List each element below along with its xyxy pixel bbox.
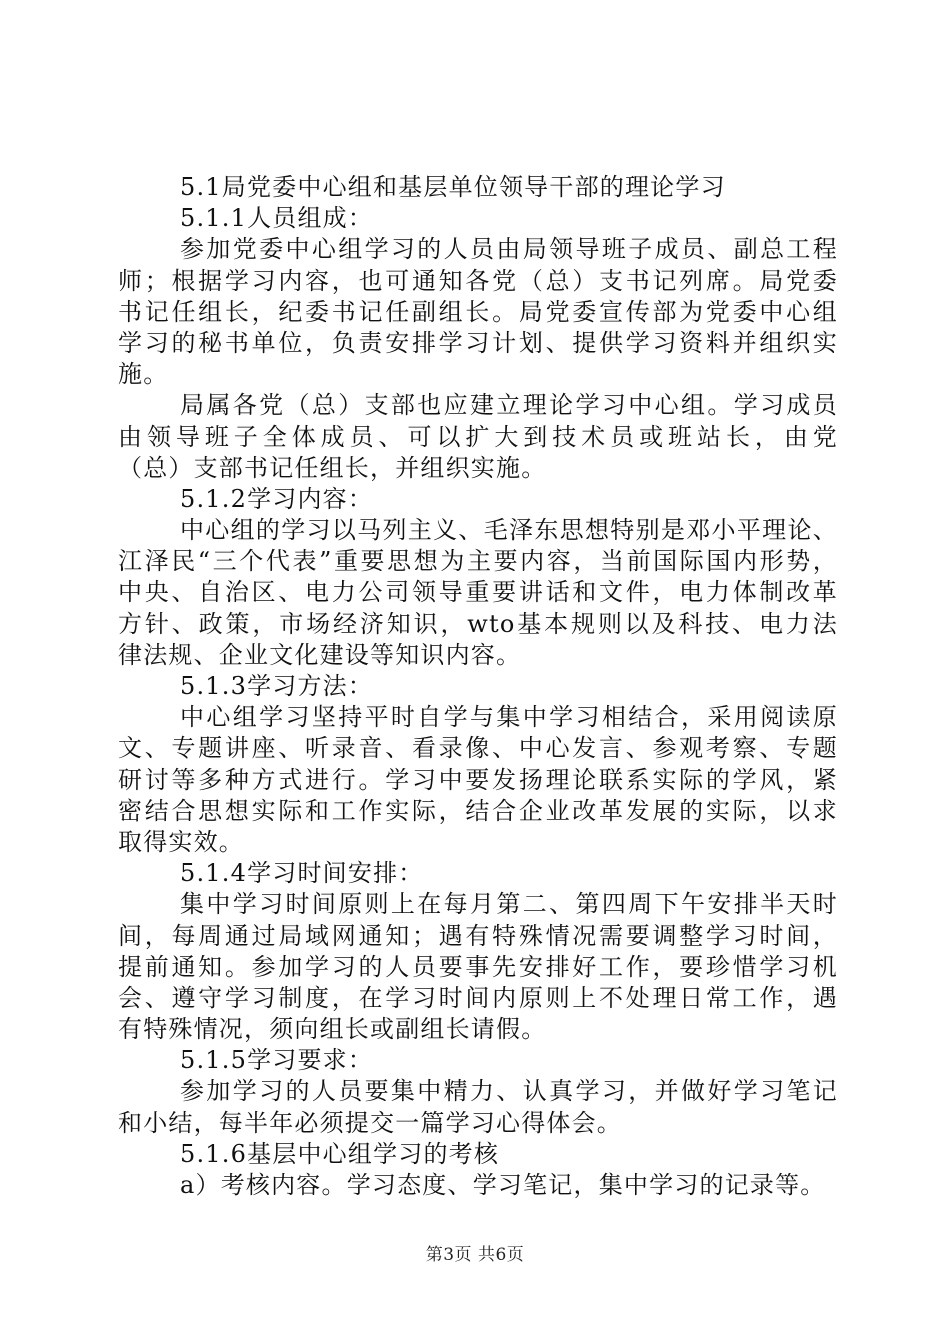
paragraph-line: 研讨等多种方式进行。学习中要发扬理论联系实际的学风，紧: [118, 765, 838, 794]
paragraph-line: 间，每周通过局域网通知；遇有特殊情况需要调整学习时间，: [118, 921, 838, 950]
document-body: [118, 172, 838, 1201]
subheading-5-1-4: 5.1.4学习时间安排：: [180, 859, 424, 888]
paragraph-line: 会、遵守学习制度，在学习时间内原则上不处理日常工作，遇: [118, 983, 838, 1012]
paragraph-line: 方针、政策，市场经济知识，wto基本规则以及科技、电力法: [118, 609, 838, 638]
paragraph-line: 参加党委中心组学习的人员由局领导班子成员、副总工程: [180, 235, 838, 264]
paragraph-line: 由领导班子全体成员、可以扩大到技术员或班站长，由党: [118, 422, 838, 451]
paragraph-line: 学习的秘书单位，负责安排学习计划、提供学习资料并组织实: [118, 328, 838, 357]
paragraph-line: a）考核内容。学习态度、学习笔记，集中学习的记录等。: [180, 1171, 826, 1199]
paragraph-line: 江泽民“三个代表”重要思想为主要内容，当前国际国内形势，: [118, 547, 838, 576]
subheading-5-1-5: 5.1.5学习要求：: [180, 1046, 374, 1075]
paragraph-line: 参加学习的人员要集中精力、认真学习，并做好学习笔记: [180, 1077, 838, 1106]
paragraph-line: 书记任组长，纪委书记任副组长。局党委宣传部为党委中心组: [118, 297, 838, 326]
subheading-5-1-3: 5.1.3学习方法：: [180, 672, 374, 700]
paragraph-line: 集中学习时间原则上在每月第二、第四周下午安排半天时: [180, 890, 838, 919]
subheading-5-1-1: 5.1.1人员组成：: [180, 204, 374, 233]
subheading-5-1-6: 5.1.6基层中心组学习的考核: [180, 1139, 500, 1168]
subheading-5-1-2: 5.1.2学习内容：: [180, 484, 374, 513]
paragraph-line: 师；根据学习内容，也可通知各党（总）支书记列席。局党委: [118, 266, 838, 295]
section-heading-5-1: 5.1局党委中心组和基层单位领导干部的理论学习: [180, 173, 726, 201]
paragraph-line: 律法规、企业文化建设等知识内容。: [118, 640, 522, 669]
paragraph-line: 局属各党（总）支部也应建立理论学习中心组。学习成员: [180, 391, 838, 420]
paragraph-line: 密结合思想实际和工作实际，结合企业改革发展的实际，以求: [118, 796, 838, 825]
paragraph-line: 文、专题讲座、听录音、看录像、中心发言、参观考察、专题: [118, 734, 838, 763]
paragraph-line: 中央、自治区、电力公司领导重要讲话和文件，电力体制改革: [118, 578, 838, 607]
page-number-footer: 第3页 共6页: [425, 1245, 525, 1265]
paragraph-line: 提前通知。参加学习的人员要事先安排好工作，要珍惜学习机: [118, 952, 838, 981]
paragraph-line: 中心组学习坚持平时自学与集中学习相结合，采用阅读原: [180, 703, 838, 732]
paragraph-line: （总）支部书记任组长，并组织实施。: [118, 453, 547, 482]
paragraph-line: 和小结，每半年必须提交一篇学习心得体会。: [118, 1108, 622, 1137]
paragraph-line: 中心组的学习以马列主义、毛泽东思想特别是邓小平理论、: [180, 516, 838, 545]
paragraph-line: 施。: [118, 360, 169, 389]
paragraph-line: 有特殊情况，须向组长或副组长请假。: [118, 1015, 547, 1044]
paragraph-line: 取得实效。: [118, 827, 244, 856]
